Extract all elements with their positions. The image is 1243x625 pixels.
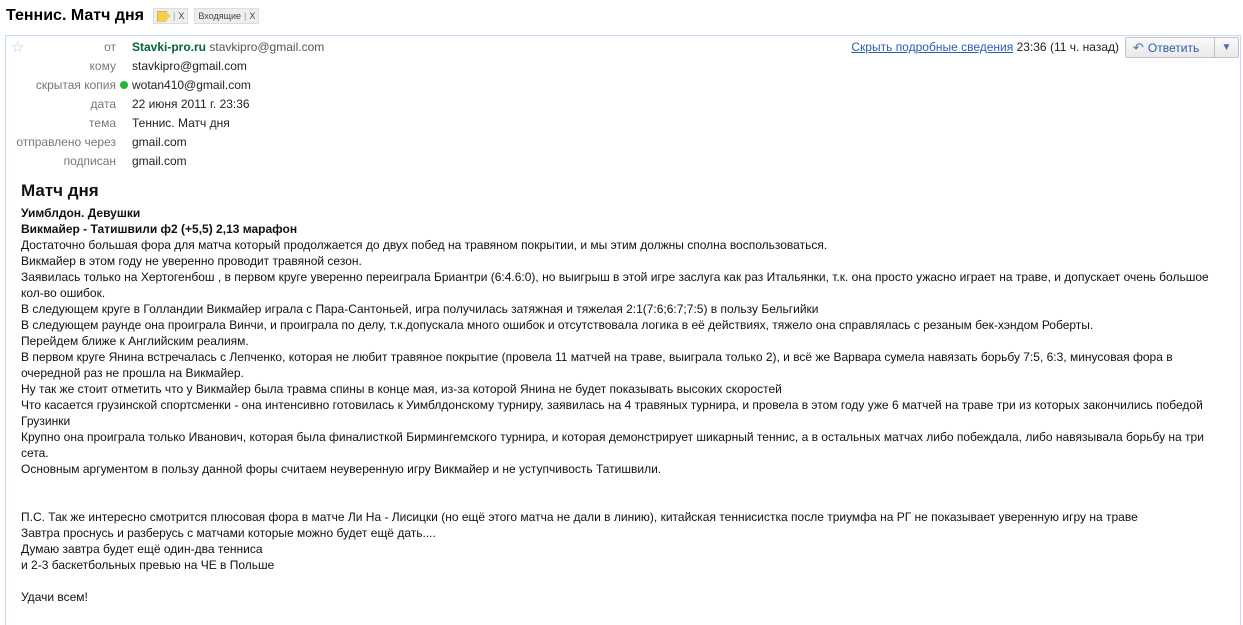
body-line: В следующем круге в Голландии Викмайер играла с Пара-Сантоньей, игра получилась затяжная и тяжелая 2:1(7:6;6:7;7:5) в пользу Бельгийки	[21, 302, 819, 316]
email-subject: Теннис. Матч дня	[6, 7, 144, 24]
spacer	[21, 477, 1233, 509]
body-line: В первом круге Янина встречалась с Лепченко, которая не любит травяное покрытие (провела 11 матчей на траве, выиграла только 2), и всё же Варвара сумела навязать борьбу 7:5, 6:3, минусовая фора в очередной раз не прошла на Викмайер.	[21, 350, 1173, 380]
important-marker-icon[interactable]	[157, 11, 170, 22]
sender-name[interactable]: Stavki-pro.ru	[132, 40, 207, 54]
signed-value: gmail.com	[132, 154, 187, 168]
bcc-label: скрытая копия	[35, 78, 116, 92]
sent-via-value: gmail.com	[132, 135, 187, 149]
body-line: Викмайер в этом году не уверенно проводит травяной сезон.	[21, 254, 362, 268]
date-value: 22 июня 2011 г. 23:36	[132, 97, 250, 111]
closing-line: Удачи всем!	[21, 590, 88, 604]
reply-label: Ответить	[1147, 40, 1200, 55]
label-separator: |	[244, 11, 247, 21]
reply-dropdown-icon[interactable]: ▼	[1221, 42, 1232, 53]
label-separator: |	[172, 11, 176, 21]
body-line: Крупно она проиграла только Иванович, которая была финалисткой Бирмингемского турнира, и которая демонстрирует шикарный теннис, а в остальных матчах либо побеждала, либо навязывала борьбу на три сета.	[21, 430, 1204, 460]
hide-details-link[interactable]: Скрыть подробные сведения	[851, 40, 1014, 54]
header-meta	[851, 40, 1119, 54]
subject-row	[6, 6, 265, 26]
sent-via-label: отправлено через	[16, 135, 116, 149]
important-label-chip[interactable]	[153, 8, 188, 24]
body-line: Основным аргументом в пользу данной форы считаем неуверенную игру Викмайер и не уступчивость Татишвили.	[21, 462, 662, 476]
body-event: Уимблдон. Девушки	[21, 206, 141, 220]
date-label: дата	[90, 97, 116, 111]
reply-button[interactable]	[1126, 38, 1214, 57]
inbox-label-chip[interactable]	[194, 8, 259, 24]
inbox-label-name[interactable]: Входящие	[198, 11, 242, 21]
body-heading: Матч дня	[21, 181, 99, 200]
body-bet: Викмайер - Татишвили ф2 (+5,5) 2,13 марафон	[21, 222, 298, 236]
bcc-value: wotan410@gmail.com	[132, 78, 251, 92]
body-line: Что касается грузинской спортсменки - она интенсивно готовилась к Уимблдонскому турниру, заявилась на 4 травяных турнира, и провела в этом году уже 6 матчей на траве три из которых закончились победой Грузинки	[21, 398, 1203, 428]
ps-line: и 2-3 баскетбольных превью на ЧЕ в Польше	[21, 558, 275, 572]
remove-label-icon[interactable]: X	[178, 11, 185, 21]
ps-line: Завтра проснусь и разберусь с матчами которые можно будет ещё дать....	[21, 526, 436, 540]
from-label: от	[104, 40, 116, 54]
sender-email[interactable]: stavkipro@gmail.com	[209, 40, 325, 54]
to-label: кому	[89, 59, 116, 73]
from-value	[132, 40, 324, 54]
subject-label: тема	[89, 116, 116, 130]
subject-value: Теннис. Матч дня	[132, 116, 230, 130]
body-line: Достаточно большая фора для матча который продолжается до двух побед на травяном покрытии, и мы этим должны сполна воспользоваться.	[21, 238, 828, 252]
received-time: 23:36 (11 ч. назад)	[1016, 40, 1119, 54]
spacer	[21, 573, 1233, 589]
body-line: Перейдем ближе к Английским реалиям.	[21, 334, 249, 348]
to-value: stavkipro@gmail.com	[132, 59, 247, 73]
signed-label: подписан	[63, 154, 116, 168]
body-line: В следующем раунде она проиграла Винчи, и проиграла по делу, т.к.допускала много ошибок и отсутствовала логика в её действиях, тяжело она справлялась с резаным бек-хэндом Роберты.	[21, 318, 1094, 332]
star-icon[interactable]: ☆	[11, 39, 25, 56]
remove-inbox-label-icon[interactable]: X	[249, 11, 256, 21]
body-line: Заявилась только на Хертогенбош , в первом круге уверенно переиграла Бриантри (6:4.6:0), но выигрыш в этой игре заслуга как раз Итальянки, т.к. она просто ужасно играет на траве, и допускает очень большое кол-во ошибок.	[21, 270, 1209, 300]
reply-button-group	[1125, 37, 1239, 58]
ps-line: Думаю завтра будет ещё один-два тенниса	[21, 542, 263, 556]
online-status-icon	[120, 81, 128, 89]
ps-line: П.С. Так же интересно смотрится плюсовая фора в матче Ли На - Лисицки (но ещё этого матча не дали в линию), китайская теннисистка после триумфа на РГ не показывает уверенную игру на траве	[21, 510, 1138, 524]
message-body	[21, 181, 1233, 605]
body-line: Ну так же стоит отметить что у Викмайер была травма спины в конце мая, из-за которой Янина не будет показывать высоких скоростей	[21, 382, 782, 396]
reply-arrow-icon: ↶	[1133, 39, 1144, 55]
